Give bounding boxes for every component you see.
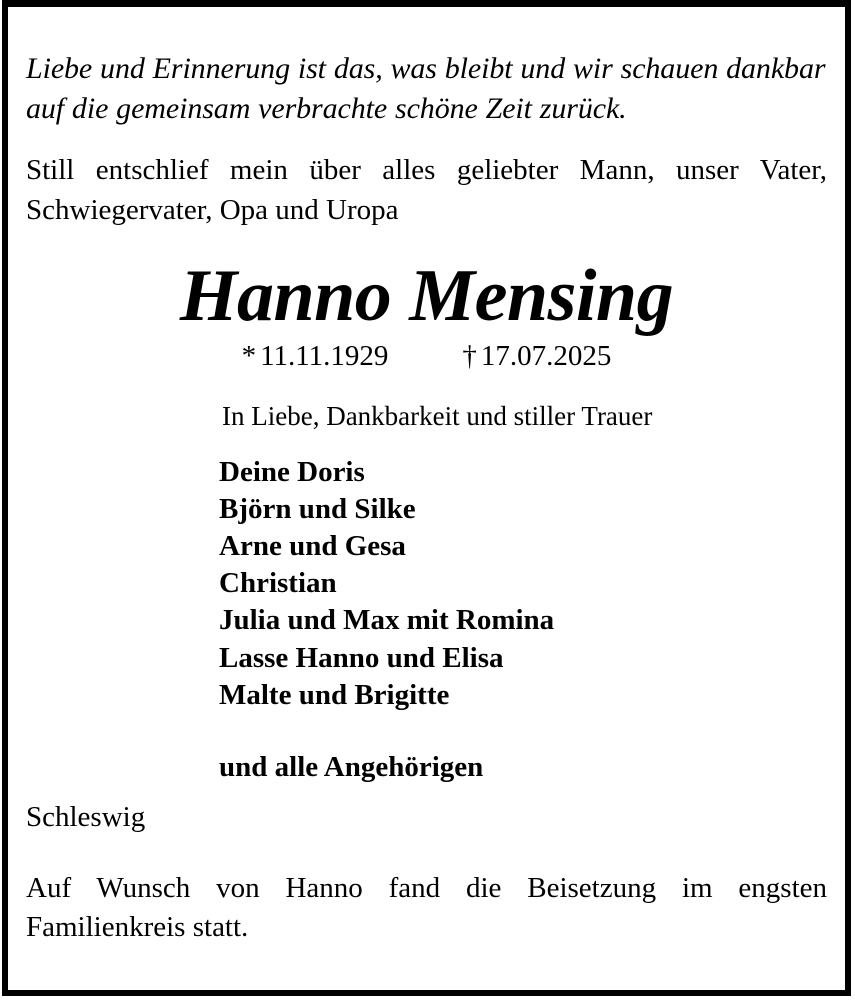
tribute-text: In Liebe, Dankbarkeit und stiller Trauer [222,400,653,431]
life-dates [26,339,827,374]
family-closing-line: und alle Angehörigen [219,750,484,783]
birth-symbol-asterisk-icon: * [241,339,257,372]
family-name-line: Christian [219,567,337,600]
epigraph-text: Liebe und Erinnerung ist das, was bleibt und wir schauen dankbar auf die gemeinsam verbrachte schöne Zeit zurück. [26,52,826,126]
obituary-notice [2,0,851,996]
death-date [462,340,611,372]
family-names-list [26,454,827,714]
notice-content [8,7,845,948]
death-symbol-cross-icon: † [462,339,477,372]
family-name-line: Arne und Gesa [219,530,406,563]
family-name-line: Malte und Brigitte [219,678,450,711]
funeral-note: Auf Wunsch von Hanno fand die Beisetzung im engsten Familienkreis statt. [26,871,827,944]
family-name-line: Deine Doris [219,456,365,488]
place-name: Schleswig [26,800,146,833]
death-date-value: 17.07.2025 [480,339,612,372]
family-name-line: Björn und Silke [219,493,416,526]
birth-date-value: 11.11.1929 [260,339,389,372]
birth-date [242,340,389,372]
family-name-line: Lasse Hanno und Elisa [219,641,504,674]
intro-text: Still entschlief mein über alles geliebter Mann, unser Vater, Schwiegervater, Opa und Uropa [26,154,827,227]
deceased-name: Hanno Mensing [179,254,674,337]
family-name-line: Julia und Max mit Romina [219,604,555,637]
